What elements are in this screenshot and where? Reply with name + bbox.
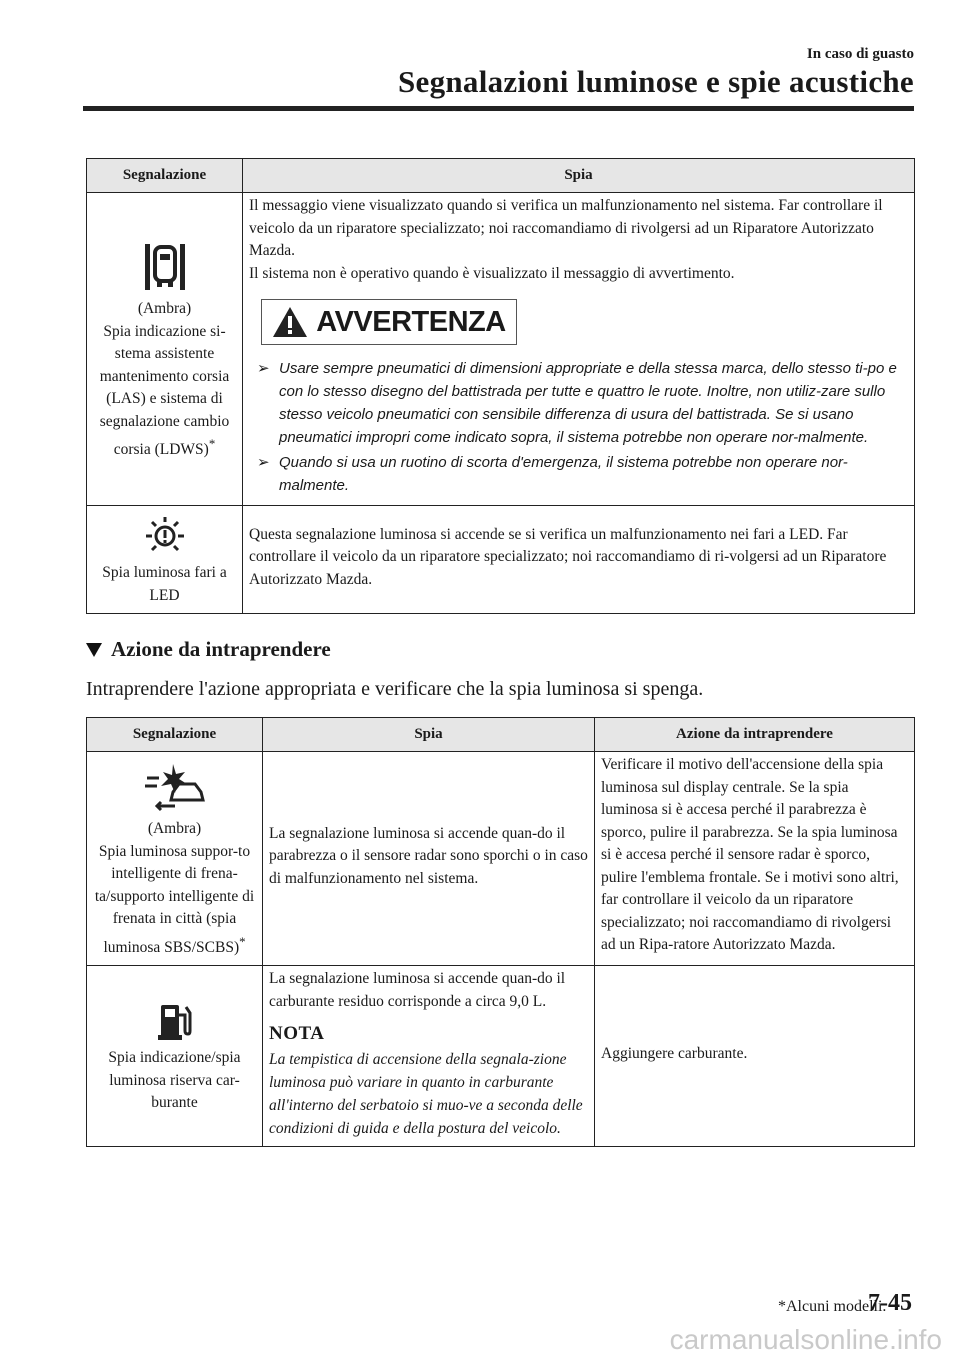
- action-table: [86, 717, 915, 1147]
- warning-lights-table: [86, 158, 915, 614]
- warning-item: ➢ Quando si usa un ruotino di scorta d'emergenza, il sistema potrebbe non operare nor-malmente.: [257, 454, 848, 494]
- warning-box: [261, 299, 517, 345]
- table-row: [87, 966, 915, 1147]
- col-header-signal: Segnalazione: [87, 159, 243, 193]
- signal-name: Spia indicazione/spia luminosa riserva car-burante: [108, 1049, 241, 1112]
- warning-triangle-icon: [272, 306, 308, 338]
- action-cell: [595, 966, 915, 1147]
- warning-item: ➢ Usare sempre pneumatici di dimensioni appropriate e della stessa marca, dello stesso ti-po e con lo stesso disegno del battistrada per tutte e quattro le ruote. Inoltre, non utiliz-zare sullo stesso veicolo pneumatici con sensibile differenza di usura del battistrada. Se si usano pneumatici impropri come indicato sopra, il sistema potrebbe non operare nor-malmente.: [257, 360, 897, 446]
- signal-cell: [87, 506, 243, 614]
- signal-name: Spia luminosa fari a LED: [102, 564, 227, 604]
- nota-label: NOTA: [269, 1023, 325, 1045]
- signal-cell: [87, 966, 263, 1147]
- section-heading: Azione da intraprendere: [86, 637, 331, 662]
- spia-paragraph: Il messaggio viene visualizzato quando si verifica un malfunzionamento nel sistema. Far controllare il veicolo da un riparatore specializzato; noi raccomandiamo di rivolgersi ad un Riparatore Autorizzato Mazda.: [249, 197, 883, 259]
- spia-paragraph: Il sistema non è operativo quando è visualizzato il messaggio di avvertimento.: [249, 264, 735, 282]
- page-number: 7-45: [868, 1290, 912, 1316]
- action-paragraph: Verificare il motivo dell'accensione della spia luminosa sul display centrale. Se la spia luminosa si è accesa perché il parabrezza è sporco, pulire il parabrezza. Se la spia luminosa si è accesa perché il sensore radar è sporco, pulire l'emblema frontale. Se i motivi sono altri, far controllare il veicolo da un riparatore specializzato; noi raccomandiamo di rivolgersi ad un Ripa-ratore Autorizzato Mazda.: [601, 756, 899, 953]
- table-row: [87, 752, 915, 966]
- spia-paragraph: La segnalazione luminosa si accende quan-do il parabrezza o il sensore radar sono sporchi o in caso di malfunzionamento nel sistema.: [269, 824, 588, 887]
- footnote: *Alcuni modelli.: [778, 1298, 887, 1315]
- signal-name: Spia indicazione si-stema assistente mantenimento corsia (LAS) e sistema di segnalazione cambio corsia (LDWS)*: [99, 322, 230, 459]
- spia-paragraph: La segnalazione luminosa si accende quan-do il carburante residuo corrisponde a circa 9,0 L.: [269, 970, 566, 1010]
- signal-cell: [87, 752, 263, 966]
- lane-keep-icon: [143, 240, 187, 292]
- action-cell: [595, 752, 915, 966]
- signal-name: Spia luminosa suppor-to intelligente di frena-ta/supporto intelligente di frenata in città (spia luminosa SBS/SCBS)*: [94, 842, 255, 956]
- warning-label: AVVERTENZA: [316, 305, 506, 338]
- spia-cell: [243, 193, 915, 506]
- smart-brake-icon: [143, 762, 207, 812]
- table-row: [87, 506, 915, 614]
- triangle-bullet-icon: [86, 643, 102, 657]
- col-header-signal: Segnalazione: [87, 718, 263, 752]
- action-paragraph: Aggiungere carburante.: [601, 1044, 748, 1062]
- signal-cell: [87, 193, 243, 506]
- spia-paragraph: Questa segnalazione luminosa si accende se si verifica un malfunzionamento nei fari a LED. Far controllare il veicolo da un riparatore specializzato; noi raccomandiamo di ri-volgersi ad un Riparatore Autorizzato Mazda.: [249, 525, 887, 588]
- signal-color-note: (Ambra): [147, 820, 202, 837]
- page-title: Segnalazioni luminose e spie acustiche: [397, 64, 914, 99]
- section-intro: Intraprendere l'azione appropriata e verificare che la spia luminosa si spenga.: [86, 678, 704, 700]
- spia-cell: [243, 506, 915, 614]
- led-headlight-icon: [140, 516, 190, 556]
- col-header-action: Azione da intraprendere: [595, 718, 915, 752]
- col-header-spia: Spia: [243, 159, 915, 193]
- watermark: carmanualsonline.info: [669, 1324, 942, 1355]
- table-row: [87, 193, 915, 506]
- col-header-spia: Spia: [263, 718, 595, 752]
- fuel-pump-icon: [157, 1001, 193, 1041]
- header-rule: [83, 106, 914, 111]
- spia-cell: [263, 966, 595, 1147]
- spia-cell: [263, 752, 595, 966]
- nota-text: La tempistica di accensione della segnala-zione luminosa può variare in quanto in carburante all'interno del serbatoio si muo-ve a seconda delle condizioni di guida e della postura del veicolo.: [269, 1050, 583, 1137]
- chapter-title: In caso di guasto: [806, 46, 914, 62]
- signal-color-note: (Ambra): [137, 300, 192, 318]
